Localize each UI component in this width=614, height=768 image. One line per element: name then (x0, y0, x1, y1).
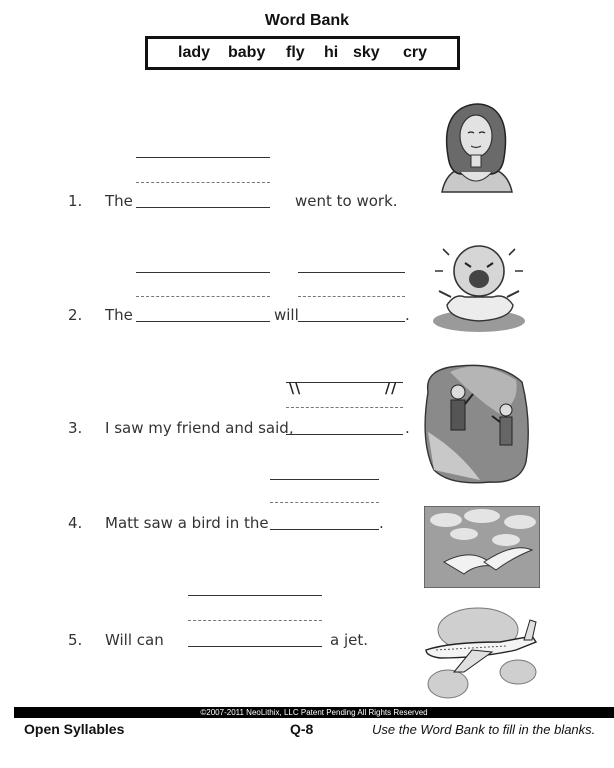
question-text: Will can (105, 631, 164, 649)
word-bank-word: hi (324, 44, 339, 61)
question-text: The (105, 306, 133, 324)
instruction-text: Use the Word Bank to fill in the blanks. (372, 722, 596, 737)
word-bank-word: lady (178, 44, 211, 61)
practice-line (136, 272, 270, 273)
word-bank-title: Word Bank (264, 12, 350, 29)
answer-blank[interactable] (298, 321, 405, 322)
question-text: . (405, 306, 410, 324)
question-text: a jet. (330, 631, 369, 649)
guide-line (298, 296, 405, 297)
word-bank-word: sky (353, 44, 380, 61)
practice-line (298, 272, 405, 273)
question-number: 4. (68, 514, 83, 532)
worksheet-code: Q-8 (290, 721, 314, 737)
answer-blank[interactable] (136, 321, 270, 322)
practice-line (270, 479, 379, 480)
word-bank-word: fly (286, 44, 305, 61)
answer-blank[interactable] (136, 207, 270, 208)
answer-blank[interactable] (286, 434, 403, 435)
question-number: 1. (68, 192, 83, 210)
friends-waving-icon (420, 362, 532, 486)
question-text: The (105, 192, 133, 210)
question-number: 2. (68, 306, 83, 324)
question-text: I saw my friend and said, (105, 419, 294, 437)
guide-line (188, 620, 322, 621)
practice-line (188, 595, 322, 596)
word-bank-word: cry (403, 44, 428, 61)
practice-line (136, 157, 270, 158)
question-text: . (405, 419, 410, 437)
crying-baby-icon (425, 235, 533, 335)
guide-line (136, 182, 270, 183)
guide-line (286, 407, 403, 408)
question-text: will (274, 306, 299, 324)
question-number: 5. (68, 631, 83, 649)
guide-line (270, 502, 379, 503)
lesson-title: Open Syllables (24, 721, 125, 737)
quote-mark-open: \\ (289, 381, 302, 397)
bird-in-sky-icon (424, 506, 540, 588)
word-bank-word: baby (228, 44, 266, 61)
question-text: Matt saw a bird in the (105, 514, 269, 532)
question-text: went to work. (295, 192, 398, 210)
airplane-icon (420, 602, 544, 702)
copyright-text: ©2007-2011 NeoLithix, LLC Patent Pending All Rights Reserved (200, 708, 428, 717)
question-number: 3. (68, 419, 83, 437)
answer-blank[interactable] (188, 646, 322, 647)
woman-icon (432, 100, 520, 205)
answer-blank[interactable] (270, 529, 379, 530)
guide-line (136, 296, 270, 297)
question-text: . (379, 514, 384, 532)
quote-mark-close: // (385, 381, 398, 397)
